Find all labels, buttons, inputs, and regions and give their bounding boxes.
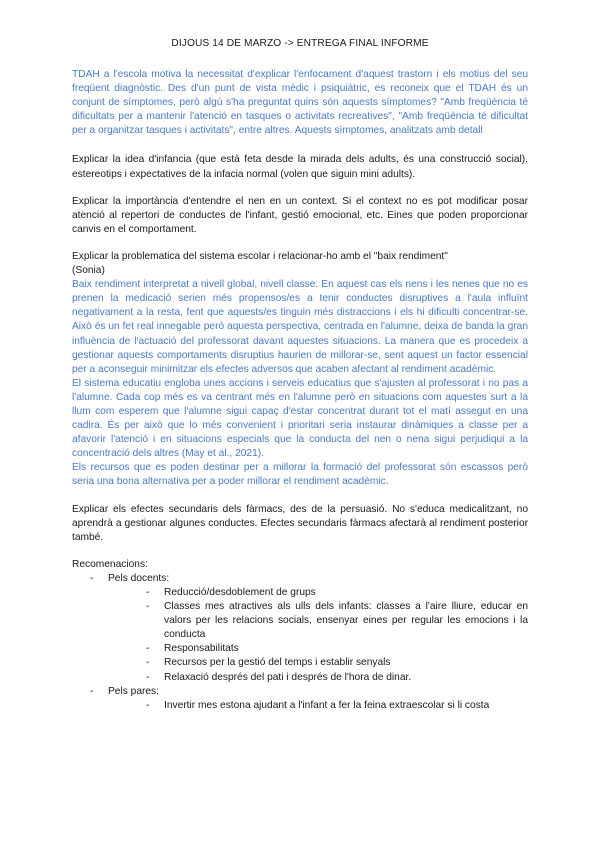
pares-label: Pels pares: (108, 685, 159, 697)
list-item-text: Reducció/desdoblement de grups (164, 587, 316, 598)
recommendations-list (72, 572, 528, 713)
intro-paragraph: TDAH a l'escola motiva la necessitat d'explicar l'enfocament d'aquest trastorn i els motius del seu freqüent diagnòstic. Des d'un punt de vista mèdic i psiquiàtric, es reconeix que el TDAH és un conjunt de símptomes, però algú s'ha preguntat quins són aquests símptomes? "Amb freqüència té dificultats per a mantenir l'atenció en tasques o activitats recreatives", "Amb freqüència té dificultat per a organitzar tasques i activitats", entre altres. Aquests símptomes, analitzats amb detall (72, 69, 528, 137)
recommendations-title: Recomenacions: (72, 558, 148, 570)
list-item-pares (72, 685, 528, 713)
list-item-text: Invertir mes estona ajudant a l'infant a fer la feina extraescolar si li costa (164, 699, 490, 711)
bullet-dash: - (90, 685, 94, 697)
bullet-dash: - (146, 699, 150, 711)
docents-label: Pels docents: (108, 572, 170, 584)
bullet-dash: - (146, 671, 150, 683)
list-item (130, 600, 528, 642)
bullet-dash: - (146, 657, 150, 669)
list-item (130, 586, 528, 600)
section-sistema-escolar-title: Explicar la problematica del sistema escolar i relacionar-ho amb el "baix rendiment" (72, 250, 448, 262)
bullet-dash: - (146, 601, 150, 613)
section-infancia: Explicar la idea d'infancia (que està feta desde la mirada dels adults, és una construcció social). estereotips i expectatives de la infacia normal (volen que siguin mini adults). (72, 154, 528, 180)
list-item (130, 642, 528, 656)
list-item-docents (72, 572, 528, 685)
section-sistema-escolar-p3: Els recursos que es poden destinar per a millorar la formació del professorat són escassos però seria una bona alternativa per a poder millorar el rendiment acadèmic. (72, 462, 528, 488)
pares-sublist (108, 699, 528, 713)
bullet-dash: - (146, 643, 150, 655)
section-author: (Sonia) (72, 265, 105, 277)
list-item-text: Responsabilitats (164, 643, 239, 655)
list-item (130, 699, 528, 713)
section-context: Explicar la importància d'entendre el nen en un context. Si el context no es pot modificar posar atenció al repertori de conductes de l'infant, gestió emocional, etc. Eines que poden proporcionar canvis en el comportament. (72, 195, 528, 235)
list-item-text: Recursos per la gestió del temps i establir senyals (164, 657, 391, 669)
bullet-dash: - (146, 587, 150, 598)
section-sistema-escolar-p1: Baix rendiment interpretat a nivell global, nivell classe. En aquest cas els nens i les nenes que no es prenen la medicació serien més propensos/es a tenir conductes disruptives a l'aula influïnt negativament a la resta, fent que aquests/es tinguin més distraccions i els hi dificulti concentrar-se. Això és un fet real innegable però aquesta perspectiva, centrada en l'alumne, deixa de banda la gran influència de l'actuació del professorat davant aquestes situacions. La manera que es procedeix a gestionar aquests comportaments disruptius haurien de millorar-se, sent aquest un factor essencial per a aconseguir minimitzar els efectes adversos que acaben afectant al rendiment acadèmic. (72, 279, 528, 375)
list-item (130, 656, 528, 670)
document-title: DIJOUS 14 DE MARZO -> ENTREGA FINAL INFORME (171, 38, 429, 49)
bullet-dash: - (90, 572, 94, 584)
list-item (130, 671, 528, 685)
section-sistema-escolar-p2: El sistema educatiu engloba unes accions i serveis educatius que s'ajusten al professorat i no pas a l'alumne. Cada cop més es va centrant més en l'alumne però en situacions com aquestes surt a la llum com esperem que l'alumne sigui capaç d'estar concentrat durant tot el matí assegut en una cadira. És per això que lo més convenient i prioritari seria instaurar dinàmiques a classe per a afavorir l'atenció i en situacions especials que la conducta del nen o nena sigui perjudiqui a la concentració dels altres (May et al., 2021). (72, 377, 528, 460)
list-item-text: Classes mes atractives als ulls dels infants: classes a l'aire lliure, educar en valors per les relacions socials, ensenyar eines per regular les emocions i la conducta (164, 601, 528, 641)
section-farmacs: Explicar els efectes secundaris dels fàrmacs, des de la persuasió. No s'educa medicalitzant, no aprendrà a gestionar algunes conductes. Efectes secundaris fàrmacs afectarà al rendiment posterior també. (72, 503, 528, 543)
docents-sublist (108, 586, 528, 685)
list-item-text: Relaxació després del pati i després de l'hora de dinar. (164, 671, 412, 683)
